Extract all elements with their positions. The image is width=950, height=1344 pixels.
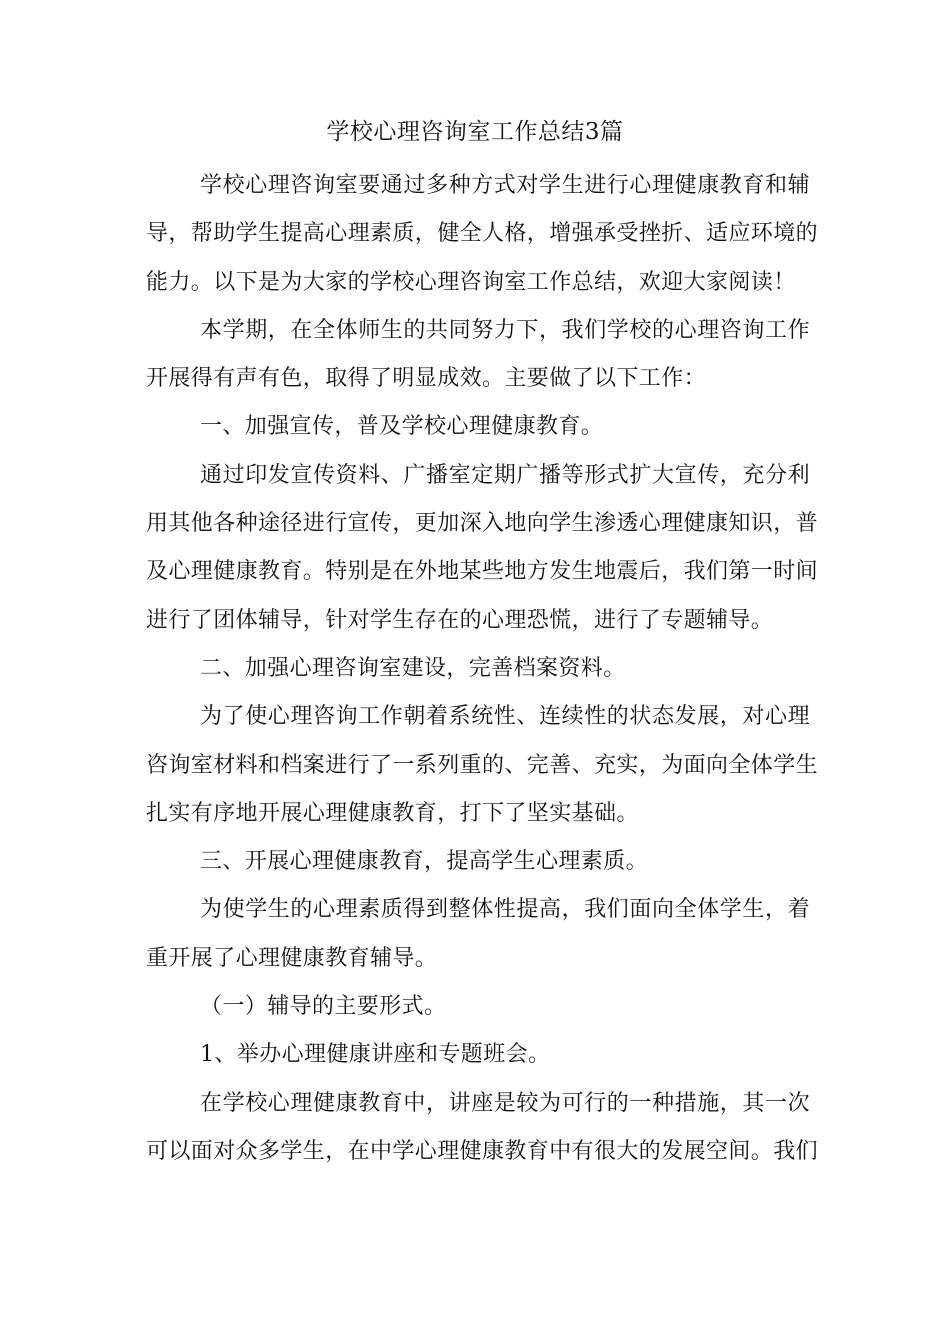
paragraph-line: 在学校心理健康教育中，讲座是较为可行的一种措施，其一次	[200, 1090, 810, 1116]
paragraph	[146, 403, 810, 451]
paragraph-line: 能力。以下是为大家的学校心理咨询室工作总结，欢迎大家阅读！	[146, 269, 796, 295]
paragraph-line: 咨询室材料和档案进行了一系列重的、完善、充实，为面向全体学生	[146, 752, 819, 778]
paragraph-line: 进行了团体辅导，针对学生存在的心理恐慌，进行了专题辅导。	[146, 607, 774, 633]
paragraph	[146, 886, 810, 983]
paragraph-line: 用其他各种途径进行宣传，更加深入地向学生渗透心理健康知识，普	[146, 511, 819, 537]
paragraph	[146, 1080, 819, 1177]
paragraph-line: 三、开展心理健康教育，提高学生心理素质。	[200, 849, 649, 875]
paragraph-line: 学校心理咨询室要通过多种方式对学生进行心理健康教育和辅	[200, 173, 810, 198]
document-body	[146, 162, 819, 1176]
paragraph	[146, 983, 810, 1031]
paragraph	[146, 307, 810, 404]
paragraph-line: 二、加强心理咨询室建设，完善档案资料。	[200, 655, 626, 681]
paragraph-line: 及心理健康教育。特别是在外地某些地方发生地震后，我们第一时间	[146, 559, 819, 585]
paragraph	[146, 452, 819, 645]
paragraph-line: 扎实有序地开展心理健康教育，打下了坚实基础。	[146, 800, 639, 826]
paragraph-line: 为使学生的心理素质得到整体性提高，我们面向全体学生，着	[200, 897, 810, 923]
paragraph	[146, 645, 810, 693]
paragraph-line: 通过印发宣传资料、广播室定期广播等形式扩大宣传，充分利	[200, 462, 810, 488]
paragraph	[146, 1031, 810, 1079]
paragraph-line: 开展得有声有色，取得了明显成效。主要做了以下工作：	[146, 366, 707, 392]
paragraph-line: 重开展了心理健康教育辅导。	[146, 945, 438, 971]
paragraph-line: 为了使心理咨询工作朝着系统性、连续性的状态发展，对心理	[200, 704, 810, 730]
paragraph	[146, 162, 819, 307]
paragraph-line: 1、举办心理健康讲座和专题班会。	[200, 1042, 551, 1068]
document-title: 学校心理咨询室工作总结3篇	[326, 119, 624, 145]
paragraph-line: 一、加强宣传，普及学校心理健康教育。	[200, 414, 604, 440]
paragraph-line: 本学期，在全体师生的共同努力下，我们学校的心理咨询工作	[200, 317, 810, 343]
paragraph	[146, 838, 810, 886]
paragraph-line: （一）辅导的主要形式。	[200, 994, 447, 1020]
paragraph-line: 可以面对众多学生，在中学心理健康教育中有很大的发展空间。我们	[146, 1138, 819, 1164]
paragraph	[146, 693, 819, 838]
paragraph-line: 导，帮助学生提高心理素质，健全人格，增强承受挫折、适应环境的	[146, 221, 819, 247]
